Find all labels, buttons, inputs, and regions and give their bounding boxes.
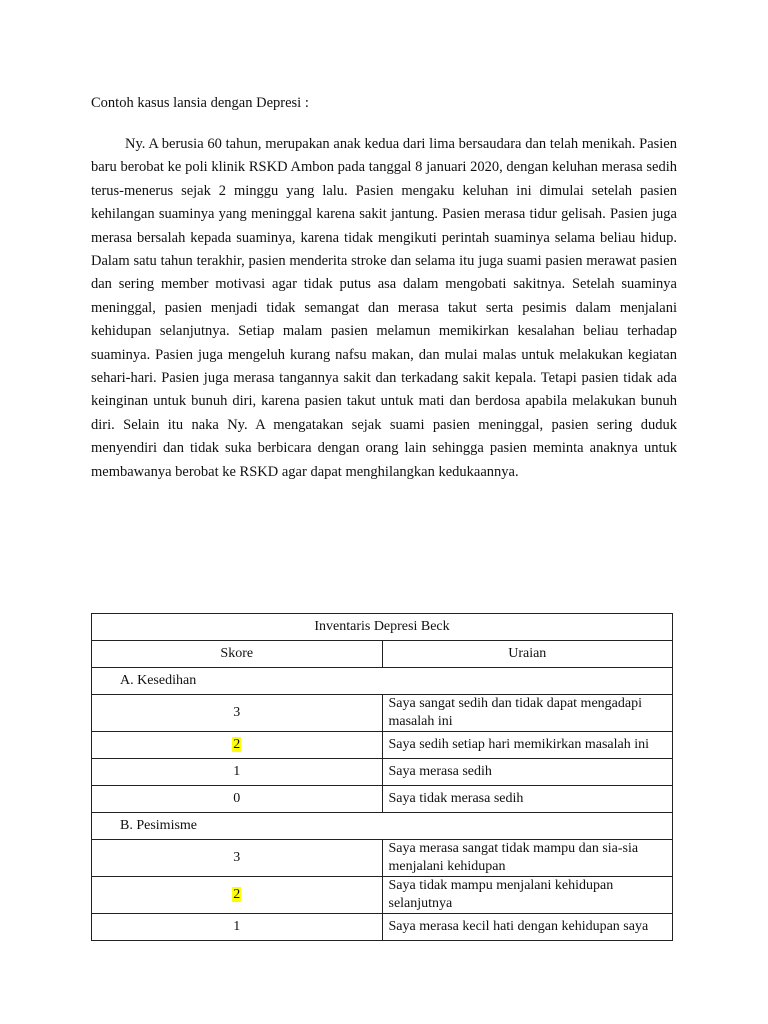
score-highlight: 2 (233, 737, 241, 752)
table-row (92, 732, 673, 759)
description-cell: Saya tidak merasa sedih (382, 786, 673, 813)
beck-depression-table (91, 613, 673, 941)
description-cell: Saya sedih setiap hari memikirkan masalah ini (382, 732, 673, 759)
header-score: Skore (92, 641, 383, 668)
table-title: Inventaris Depresi Beck (92, 614, 673, 641)
score-cell: 0 (92, 786, 383, 813)
section-label-pesimisme: B. Pesimisme (92, 813, 673, 840)
table-row (92, 877, 673, 914)
section-row-pesimisme (92, 813, 673, 840)
score-highlight: 2 (233, 887, 241, 902)
score-cell: 3 (92, 840, 383, 877)
header-description: Uraian (382, 641, 673, 668)
table-row (92, 840, 673, 877)
description-cell: Saya sangat sedih dan tidak dapat mengadapi masalah ini (382, 695, 673, 732)
section-row-kesedihan (92, 668, 673, 695)
score-cell-selected (92, 732, 383, 759)
description-cell: Saya tidak mampu menjalani kehidupan selanjutnya (382, 877, 673, 914)
score-cell-selected (92, 877, 383, 914)
case-heading: Contoh kasus lansia dengan Depresi : (91, 95, 309, 111)
case-paragraph: Ny. A berusia 60 tahun, merupakan anak kedua dari lima bersaudara dan telah menikah. Pasien baru berobat ke poli klinik RSKD Ambon pada tanggal 8 januari 2020, dengan keluhan merasa sedih terus-menerus sejak 2 minggu yang lalu. Pasien mengaku keluhan ini dimulai setelah pasien kehilangan suaminya yang meninggal karena sakit jantung. Pasien merasa tidur gelisah. Pasien juga merasa bersalah kepada suaminya, karena tidak mengikuti perintah suaminya selama beliau hidup. Dalam satu tahun terakhir, pasien menderita stroke dan selama itu juga suami pasien merawat pasien dan sering member motivasi agar tidak putus asa dalam mengobati sakitnya. Setelah suaminya meninggal, pasien menjadi tidak semangat dan merasa takut serta pesimis dalam menjalani kehidupan selanjutnya. Setiap malam pasien melamun memikirkan kesalahan beliau terhadap suaminya. Pasien juga mengeluh kurang nafsu makan, dan mulai malas untuk melakukan kegiatan sehari-hari. Pasien juga merasa tangannya sakit dan terkadang sakit kepala. Tetapi pasien tidak ada keinginan untuk bunuh diri, karena pasien takut untuk mati dan berdosa apabila melakukan bunuh diri. Selain itu naka Ny. A mengatakan sejak suami pasien meninggal, pasien sering duduk menyendiri dan tidak suka berbicara dengan orang lain sehingga pasien meminta anaknya untuk membawanya berobat ke RSKD agar dapat menghilangkan kedukaannya. (91, 136, 677, 480)
table-title-row (92, 614, 673, 641)
table-row (92, 759, 673, 786)
score-cell: 3 (92, 695, 383, 732)
description-cell: Saya merasa sangat tidak mampu dan sia-sia menjalani kehidupan (382, 840, 673, 877)
description-cell: Saya merasa kecil hati dengan kehidupan saya (382, 914, 673, 941)
table-header-row (92, 641, 673, 668)
table-row (92, 695, 673, 732)
table-row (92, 914, 673, 941)
score-cell: 1 (92, 759, 383, 786)
section-label-kesedihan: A. Kesedihan (92, 668, 673, 695)
description-cell: Saya merasa sedih (382, 759, 673, 786)
score-cell: 1 (92, 914, 383, 941)
table-row (92, 786, 673, 813)
